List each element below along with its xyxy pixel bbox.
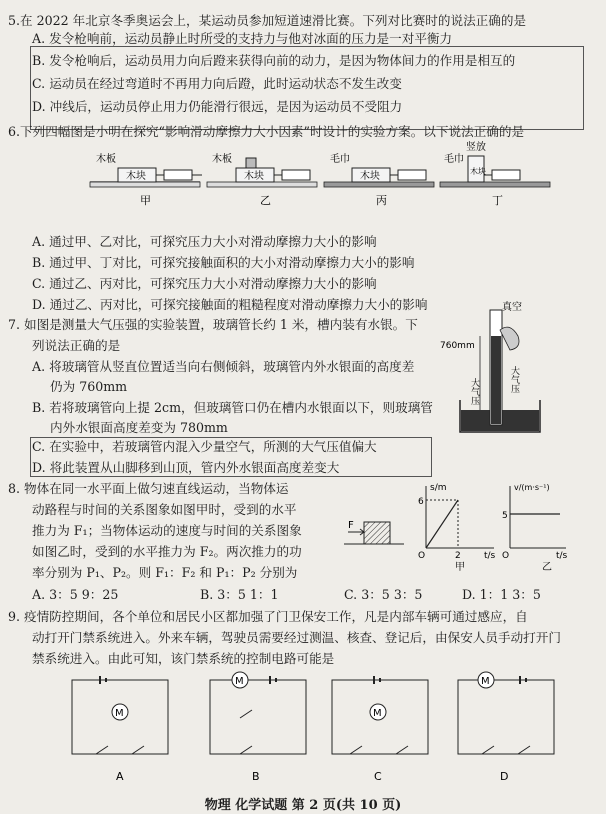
q6-fig-ding bbox=[440, 140, 550, 207]
q6-figures bbox=[0, 140, 606, 235]
q7-option-a-2: 仍为 760mm bbox=[50, 379, 128, 394]
q9-line-1: 9. 疫情防控期间，各个单位和居民小区都加强了门卫保安工作，凡是内部车辆可通过感应，自 bbox=[8, 609, 528, 624]
q7-vacuum-label: 真空 bbox=[502, 302, 522, 313]
q8-line-3: 推力为 F₁；当物体运动的速度与时间的关系图象 bbox=[32, 523, 302, 538]
q6-jia-block: 木块 bbox=[126, 171, 146, 182]
q8-s-tick: 6 bbox=[418, 497, 424, 507]
q8-t-tick: 2 bbox=[455, 551, 461, 561]
q9-c-motor: M bbox=[373, 708, 382, 719]
q8-option-c: C. 3：5 3：5 bbox=[344, 587, 423, 602]
q6-jia-caption: 甲 bbox=[140, 194, 151, 207]
q6-fig-yi bbox=[207, 152, 317, 207]
q6-yi-caption: 乙 bbox=[260, 194, 271, 207]
q9-a-label: A bbox=[116, 770, 124, 783]
q8-t-label-1: t/s bbox=[484, 551, 496, 561]
q6-option-c: C. 通过乙、丙对比，可探究压力大小对滑动摩擦力大小的影响 bbox=[32, 276, 377, 291]
q5-option-d: D. 冲线后，运动员停止用力仍能滑行很远，是因为运动员不受阻力 bbox=[32, 99, 403, 114]
q9-b-motor: M bbox=[235, 676, 244, 687]
q6-option-a: A. 通过甲、乙对比，可探究压力大小对滑动摩擦力大小的影响 bbox=[32, 234, 377, 249]
q9-d-label: D bbox=[500, 770, 509, 783]
q6-ding-extra: 竖放 bbox=[466, 142, 486, 153]
q6-bing-caption: 丙 bbox=[376, 194, 387, 207]
q6-option-b: B. 通过甲、丁对比，可探究接触面积的大小对滑动摩擦力大小的影响 bbox=[32, 255, 415, 270]
q5-stem: 5.在 2022 年北京冬季奥运会上，某运动员参加短道速滑比赛。下列对比赛时的说法正确的是 bbox=[8, 13, 527, 28]
q7-option-c: C. 在实验中，若玻璃管内混入少量空气，所测的大气压值偏大 bbox=[32, 439, 377, 454]
q8-origin-1: O bbox=[418, 551, 426, 561]
q8-option-d: D. 1：1 3：5 bbox=[462, 587, 541, 602]
q7-stem-1: 7. 如图是测量大气压强的实验装置，玻璃管长约 1 米，槽内装有水银。下 bbox=[8, 317, 418, 332]
q5-option-b: B. 发令枪响后，运动员用力向后蹬来获得向前的动力，是因为物体间力的作用是相互的 bbox=[32, 53, 516, 68]
q8-v-tick: 5 bbox=[502, 511, 508, 521]
q6-fig-jia bbox=[90, 152, 202, 207]
page-footer: 物理 化学试题 第 2 页(共 10 页) bbox=[204, 798, 402, 813]
q9-c-label: C bbox=[374, 770, 382, 783]
q8-origin-2: O bbox=[502, 551, 510, 561]
q7-option-a-1: A. 将玻璃管从竖直位置适当向右侧倾斜，玻璃管内外水银面的高度差 bbox=[32, 359, 415, 374]
q9-d-motor: M bbox=[481, 676, 490, 687]
q6-jia-surface: 木板 bbox=[96, 154, 116, 165]
q8-line-4: 如图乙时，受到的水平推力为 F₂。两次推力的功 bbox=[32, 544, 302, 559]
q8-force-label: F bbox=[348, 520, 354, 531]
q8-line-1: 8. 物体在同一水平面上做匀速直线运动，当物体运 bbox=[8, 481, 289, 496]
q9-line-2: 动打开门禁系统进入。外来车辆，驾驶员需要经过测温、核查、登记后，由保安人员手动打开门 bbox=[32, 630, 561, 645]
q7-height-label: 760mm bbox=[440, 341, 475, 351]
q7-air-left: 大气压 bbox=[469, 378, 479, 405]
q5-option-a: A. 发令枪响前，运动员静止时所受的支持力与他对冰面的压力是一对平衡力 bbox=[32, 31, 453, 46]
q6-bing-block: 木块 bbox=[360, 171, 380, 182]
q6-option-d: D. 通过乙、丙对比，可探究接触面的粗糙程度对滑动摩擦力大小的影响 bbox=[32, 297, 428, 312]
q8-line-5: 率分别为 P₁、P₂。则 F₁：F₂ 和 P₁：P₂ 分别为 bbox=[32, 565, 298, 580]
q5-option-c: C. 运动员在经过弯道时不再用力向后蹬，此时运动状态不发生改变 bbox=[32, 76, 402, 91]
q8-line-2: 动路程与时间的关系图象如图甲时，受到的水平 bbox=[32, 502, 297, 517]
q9-circuit-d bbox=[458, 672, 554, 783]
q6-ding-block: 木块 bbox=[470, 167, 486, 176]
q6-stem: 6.下列四幅图是小明在探究“影响滑动摩擦力大小因素”时设计的实验方案。以下说法正确的是 bbox=[8, 124, 525, 139]
q9-circuit-b bbox=[210, 672, 306, 783]
q7-option-b-1: B. 若将玻璃管向上提 2cm，但玻璃管口仍在槽内水银面以下，则玻璃管 bbox=[32, 400, 433, 415]
q7-option-b-2: 内外水银面高度差变为 780mm bbox=[50, 420, 228, 435]
q9-b-label: B bbox=[252, 770, 260, 783]
q8-caption-yi: 乙 bbox=[542, 562, 552, 573]
q7-stem-2: 列说法正确的是 bbox=[32, 338, 121, 353]
q7-air-right: 大气压 bbox=[509, 366, 519, 393]
q9-a-motor: M bbox=[115, 708, 124, 719]
q9-circuits bbox=[0, 668, 606, 790]
q9-circuit-a bbox=[72, 676, 168, 783]
q9-circuit-c bbox=[332, 676, 428, 783]
q7-option-d: D. 将此装置从山脚移到山顶，管内外水银面高度差变大 bbox=[32, 460, 340, 475]
q8-v-label: v/(m·s⁻¹) bbox=[514, 483, 550, 492]
q9-line-3: 禁系统进入。由此可知，该门禁系统的控制电路可能是 bbox=[32, 651, 335, 666]
q6-ding-caption: 丁 bbox=[492, 194, 503, 207]
q6-bing-surface: 毛巾 bbox=[330, 154, 350, 165]
q8-option-a: A. 3：5 9：25 bbox=[32, 587, 119, 602]
q8-figures bbox=[334, 478, 574, 588]
q7-figure bbox=[440, 300, 560, 440]
q8-t-label-2: t/s bbox=[556, 551, 568, 561]
q8-caption-jia: 甲 bbox=[455, 562, 465, 573]
q8-s-label: s/m bbox=[430, 483, 447, 493]
q6-yi-surface: 木板 bbox=[212, 154, 232, 165]
q6-yi-block: 木块 bbox=[244, 171, 264, 182]
q6-fig-bing bbox=[324, 152, 434, 207]
q8-option-b: B. 3：5 1：1 bbox=[200, 587, 279, 602]
q6-ding-surface: 毛巾 bbox=[444, 154, 464, 165]
